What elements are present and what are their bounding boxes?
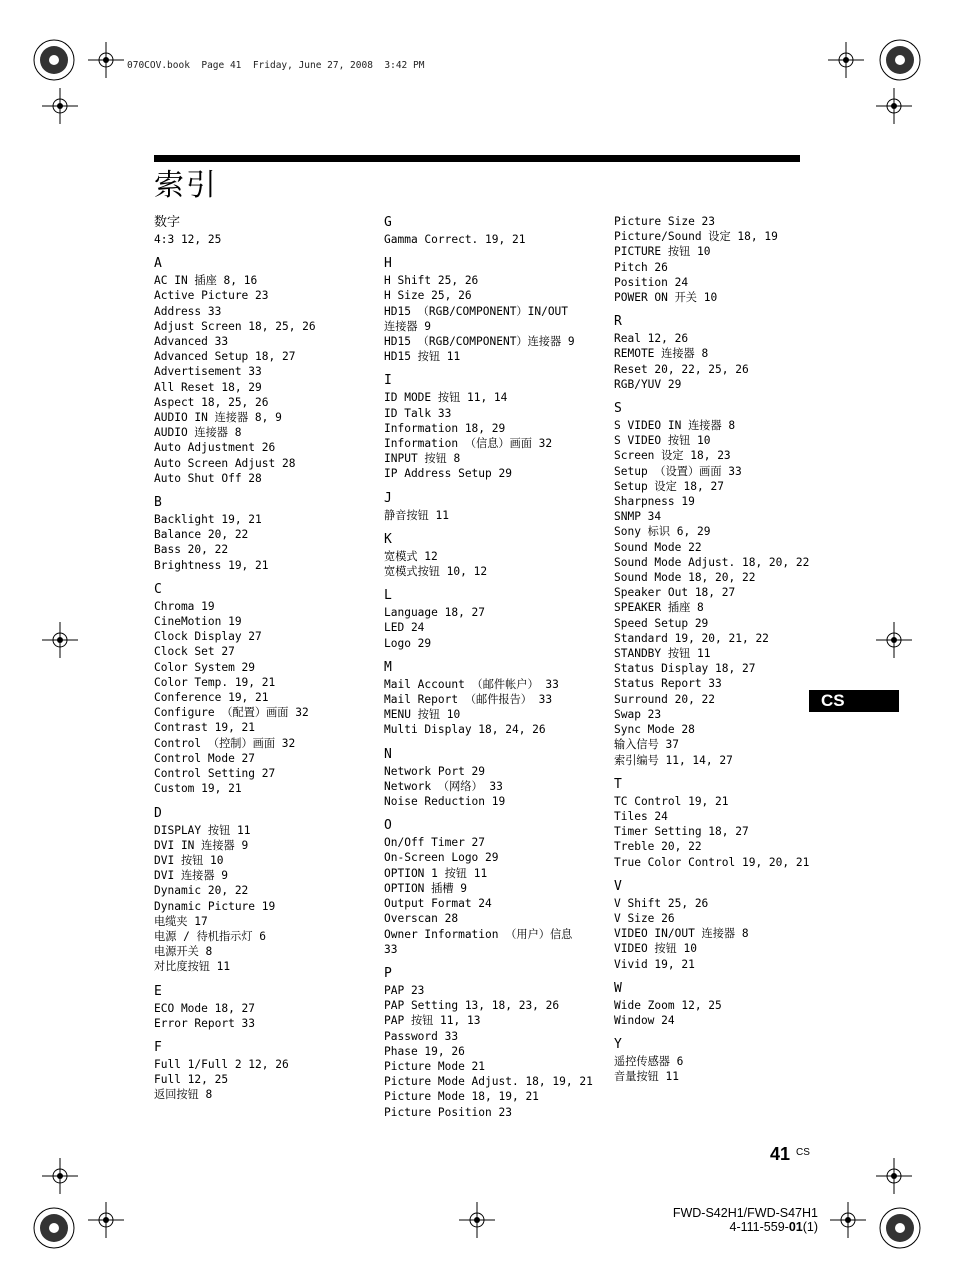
index-entry: HD15 按钮 11 <box>384 350 461 364</box>
index-entry: Wide Zoom 12, 25 <box>614 998 722 1012</box>
registration-crosshair-top-left <box>88 42 124 78</box>
index-entry: Picture/Sound 设定 18, 19 <box>614 230 778 244</box>
index-entry: Mail Report （邮件报告） 33 <box>384 693 553 707</box>
index-entry: Advertisement 33 <box>154 365 262 379</box>
index-section-heading: L <box>384 588 392 604</box>
index-entry: Timer Setting 18, 27 <box>614 825 749 839</box>
index-entry: ID MODE 按钮 11, 14 <box>384 391 508 405</box>
index-entry: Full 12, 25 <box>154 1073 229 1087</box>
registration-mark-starburst-bottom-left <box>32 1206 76 1250</box>
index-entry: PAP 23 <box>384 983 425 997</box>
registration-crosshair-left-middle <box>42 622 78 658</box>
index-entry: Picture Mode Adjust. 18, 19, 21 <box>384 1075 593 1089</box>
index-entry: REMOTE 连接器 8 <box>614 347 709 361</box>
index-entry: DISPLAY 按钮 11 <box>154 823 251 837</box>
index-entry: S VIDEO 按钮 10 <box>614 434 711 448</box>
index-entry: AUDIO IN 连接器 8, 9 <box>154 411 282 425</box>
index-entry: Network （网络） 33 <box>384 779 503 793</box>
index-entry: 索引编号 11, 14, 27 <box>614 753 733 767</box>
index-entry: H Shift 25, 26 <box>384 274 479 288</box>
page-title: 索引 <box>154 168 218 203</box>
registration-crosshair-left-lower <box>42 1158 78 1194</box>
index-entry: Screen 设定 18, 23 <box>614 449 731 463</box>
index-entry: Auto Adjustment 26 <box>154 441 276 455</box>
index-entry: Picture Position 23 <box>384 1105 512 1119</box>
index-entry: V Size 26 <box>614 911 675 925</box>
index-entry: Noise Reduction 19 <box>384 795 506 809</box>
index-entry: 33 <box>384 942 398 956</box>
index-entry: Vivid 19, 21 <box>614 957 695 971</box>
index-entry: Sound Mode Adjust. 18, 20, 22 <box>614 555 810 569</box>
registration-crosshair-right-lower <box>876 1158 912 1194</box>
index-entry: Gamma Correct. 19, 21 <box>384 233 526 246</box>
index-entry: DVI 连接器 9 <box>154 869 228 883</box>
index-entry: DVI 按钮 10 <box>154 853 224 867</box>
index-entry: 连接器 9 <box>384 319 432 333</box>
index-entry: 电缆夹 17 <box>154 914 208 928</box>
index-entry: OPTION 1 按钮 11 <box>384 866 488 880</box>
index-entry: Dynamic 20, 22 <box>154 884 249 898</box>
index-entry: Phase 19, 26 <box>384 1044 465 1058</box>
index-entry: Configure （配置）画面 32 <box>154 706 309 720</box>
index-entry: PAP 按钮 11, 13 <box>384 1014 481 1028</box>
index-entry: 输入信号 37 <box>614 738 679 752</box>
index-entry: On-Screen Logo 29 <box>384 851 499 865</box>
index-entry: True Color Control 19, 20, 21 <box>614 855 810 869</box>
registration-crosshair-top-right <box>828 42 864 78</box>
registration-mark-starburst-top-left <box>32 38 76 82</box>
index-entry: Color Temp. 19, 21 <box>154 675 276 689</box>
registration-crosshair-right-middle <box>876 622 912 658</box>
part-number-suffix: (1) <box>802 1220 818 1234</box>
index-entry: Picture Mode 21 <box>384 1059 486 1073</box>
index-entry: SPEAKER 插座 8 <box>614 601 704 615</box>
registration-crosshair-bottom-right <box>830 1202 866 1238</box>
index-section-heading: W <box>614 980 622 996</box>
index-entry: Advanced Setup 18, 27 <box>154 350 296 364</box>
index-section-heading: H <box>384 256 392 272</box>
index-section-heading: B <box>154 495 162 511</box>
index-entry: Output Format 24 <box>384 897 492 911</box>
index-section-heading: I <box>384 373 392 389</box>
index-entry: Balance 20, 22 <box>154 528 249 542</box>
index-entry: RGB/YUV 29 <box>614 377 682 391</box>
index-section-heading: O <box>384 818 392 834</box>
index-entry: On/Off Timer 27 <box>384 836 486 850</box>
index-entry: ID Talk 33 <box>384 406 452 420</box>
index-section-heading: 数字 <box>154 215 181 230</box>
index-column-1 <box>154 214 376 1103</box>
index-entry: VIDEO 按钮 10 <box>614 942 697 956</box>
index-entry: Picture Size 23 <box>614 215 716 228</box>
index-entry: Control Setting 27 <box>154 767 276 781</box>
index-entry: MENU 按钮 10 <box>384 708 461 722</box>
index-entry: PAP Setting 13, 18, 23, 26 <box>384 999 560 1013</box>
index-entry: S VIDEO IN 连接器 8 <box>614 419 736 433</box>
index-entry: Overscan 28 <box>384 912 459 926</box>
index-entry: Password 33 <box>384 1029 459 1043</box>
index-entry: Clock Set 27 <box>154 645 235 659</box>
index-entry: Treble 20, 22 <box>614 840 702 854</box>
index-entry: Network Port 29 <box>384 764 486 778</box>
index-entry: VIDEO IN/OUT 连接器 8 <box>614 927 749 941</box>
index-entry: Auto Screen Adjust 28 <box>154 456 296 470</box>
index-entry: Window 24 <box>614 1013 675 1027</box>
index-entry: Real 12, 26 <box>614 332 689 346</box>
index-section-heading: G <box>384 215 392 230</box>
index-entry: Control Mode 27 <box>154 751 256 765</box>
index-entry: 返回按钮 8 <box>154 1088 213 1102</box>
index-entry: HD15 （RGB/COMPONENT）连接器 9 <box>384 335 575 349</box>
index-entry: 宽模式 12 <box>384 549 438 563</box>
index-entry: Status Display 18, 27 <box>614 662 756 676</box>
index-entry: Multi Display 18, 24, 26 <box>384 723 546 737</box>
index-entry: AC IN 插座 8, 16 <box>154 274 258 288</box>
index-entry: Custom 19, 21 <box>154 782 242 796</box>
index-entry: OPTION 插槽 9 <box>384 881 467 895</box>
index-entry: Adjust Screen 18, 25, 26 <box>154 319 316 333</box>
index-entry: Color System 29 <box>154 660 256 674</box>
index-entry: Chroma 19 <box>154 599 215 613</box>
index-entry: Setup 设定 18, 27 <box>614 479 724 493</box>
index-entry: Contrast 19, 21 <box>154 721 256 735</box>
index-section-heading: E <box>154 983 162 999</box>
index-entry: Owner Information （用户）信息 <box>384 927 573 941</box>
index-section-heading: J <box>384 490 392 506</box>
index-entry: H Size 25, 26 <box>384 289 472 303</box>
index-entry: DVI IN 连接器 9 <box>154 838 249 852</box>
index-entry: Standard 19, 20, 21, 22 <box>614 631 769 645</box>
index-entry: Position 24 <box>614 275 689 289</box>
index-entry: ECO Mode 18, 27 <box>154 1001 256 1015</box>
registration-crosshair-bottom-left <box>88 1202 124 1238</box>
model-info <box>673 1206 818 1234</box>
index-entry: Sync Mode 28 <box>614 723 695 737</box>
index-entry: Tiles 24 <box>614 809 668 823</box>
index-entry: Language 18, 27 <box>384 606 486 620</box>
index-entry: AUDIO 连接器 8 <box>154 426 242 440</box>
index-entry: CineMotion 19 <box>154 615 242 629</box>
index-entry: Picture Mode 18, 19, 21 <box>384 1090 539 1104</box>
index-entry: Information 18, 29 <box>384 421 506 435</box>
index-entry: V Shift 25, 26 <box>614 896 709 910</box>
index-section-heading: T <box>614 776 622 792</box>
part-number-prefix: 4-111-559- <box>729 1220 789 1234</box>
index-entry: All Reset 18, 29 <box>154 380 262 394</box>
index-entry: Logo 29 <box>384 636 432 650</box>
index-entry: STANDBY 按钮 11 <box>614 647 711 661</box>
index-entry: Aspect 18, 25, 26 <box>154 395 269 409</box>
index-entry: Surround 20, 22 <box>614 692 716 706</box>
index-entry: Brightness 19, 21 <box>154 558 269 572</box>
index-entry: Speed Setup 29 <box>614 616 709 630</box>
index-entry: Control （控制）画面 32 <box>154 736 296 750</box>
index-entry: Swap 23 <box>614 707 662 721</box>
index-entry: Bass 20, 22 <box>154 543 229 557</box>
index-section-heading: K <box>384 531 392 547</box>
index-entry: TC Control 19, 21 <box>614 794 729 808</box>
index-entry: HD15 （RGB/COMPONENT）IN/OUT <box>384 304 569 318</box>
registration-crosshair-right-upper <box>876 88 912 124</box>
index-entry: IP Address Setup 29 <box>384 467 512 481</box>
index-entry: Sound Mode 22 <box>614 540 702 554</box>
index-entry: Clock Display 27 <box>154 630 262 644</box>
index-section-heading: N <box>384 746 392 762</box>
index-section-heading: M <box>384 659 392 675</box>
index-entry: Advanced 33 <box>154 335 229 349</box>
title-rule <box>154 155 800 162</box>
index-section-heading: F <box>154 1039 162 1055</box>
index-entry: Sony 标识 6, 29 <box>614 525 711 539</box>
registration-mark-starburst-bottom-right <box>878 1206 922 1250</box>
index-entry: POWER ON 开关 10 <box>614 291 718 305</box>
part-number <box>673 1220 818 1234</box>
index-section-heading: S <box>614 401 622 417</box>
index-entry: 4:3 12, 25 <box>154 233 222 246</box>
index-entry: PICTURE 按钮 10 <box>614 245 711 259</box>
index-entry: 对比度按钮 11 <box>154 960 231 974</box>
part-number-bold: 01 <box>788 1220 803 1234</box>
index-entry: Sound Mode 18, 20, 22 <box>614 571 756 585</box>
index-entry: LED 24 <box>384 621 425 635</box>
index-entry: 宽模式按钮 10, 12 <box>384 565 488 579</box>
index-entry: 静音按钮 11 <box>384 508 449 522</box>
book-header-line: 070COV.book Page 41 Friday, June 27, 2008 3:42 PM <box>127 60 425 71</box>
page-number-suffix: CS <box>796 1147 810 1158</box>
index-entry: Full 1/Full 2 12, 26 <box>154 1057 289 1071</box>
index-entry: Setup （设置）画面 33 <box>614 464 742 478</box>
index-entry: 电源开关 8 <box>154 945 213 959</box>
index-entry: 遥控传感器 6 <box>614 1055 684 1069</box>
index-section-heading: Y <box>614 1037 622 1053</box>
index-section-heading: P <box>384 965 392 981</box>
index-entry: Information （信息）画面 32 <box>384 437 553 451</box>
index-section-heading: A <box>154 256 162 272</box>
index-entry: Error Report 33 <box>154 1016 256 1030</box>
registration-crosshair-bottom-center <box>459 1202 495 1238</box>
index-entry: Backlight 19, 21 <box>154 513 262 527</box>
registration-mark-starburst-top-right <box>878 38 922 82</box>
index-column-3 <box>614 214 836 1085</box>
index-entry: Speaker Out 18, 27 <box>614 586 736 600</box>
index-entry: Active Picture 23 <box>154 289 269 303</box>
index-entry: Conference 19, 21 <box>154 691 269 705</box>
index-section-heading: V <box>614 878 622 894</box>
index-entry: Dynamic Picture 19 <box>154 899 276 913</box>
index-entry: 音量按钮 11 <box>614 1070 679 1084</box>
index-entry: Address 33 <box>154 304 222 318</box>
index-entry: Auto Shut Off 28 <box>154 471 262 485</box>
index-entry: Pitch 26 <box>614 260 668 274</box>
index-entry: Sharpness 19 <box>614 495 695 509</box>
index-section-heading: R <box>614 314 622 330</box>
index-entry: INPUT 按钮 8 <box>384 452 461 466</box>
language-tab: CS <box>809 690 899 712</box>
index-column-2 <box>384 214 606 1120</box>
index-entry: Reset 20, 22, 25, 26 <box>614 362 749 376</box>
index-entry: SNMP 34 <box>614 510 662 524</box>
index-section-heading: D <box>154 805 162 821</box>
index-entry: Status Report 33 <box>614 677 722 691</box>
page-number: 41 <box>770 1144 791 1164</box>
index-entry: 电源 / 待机指示灯 6 <box>154 929 266 943</box>
registration-crosshair-left-upper <box>42 88 78 124</box>
model-names: FWD-S42H1/FWD-S47H1 <box>672 1206 818 1220</box>
index-entry: Mail Account （邮件帐户） 33 <box>384 677 559 691</box>
index-section-heading: C <box>154 581 162 597</box>
